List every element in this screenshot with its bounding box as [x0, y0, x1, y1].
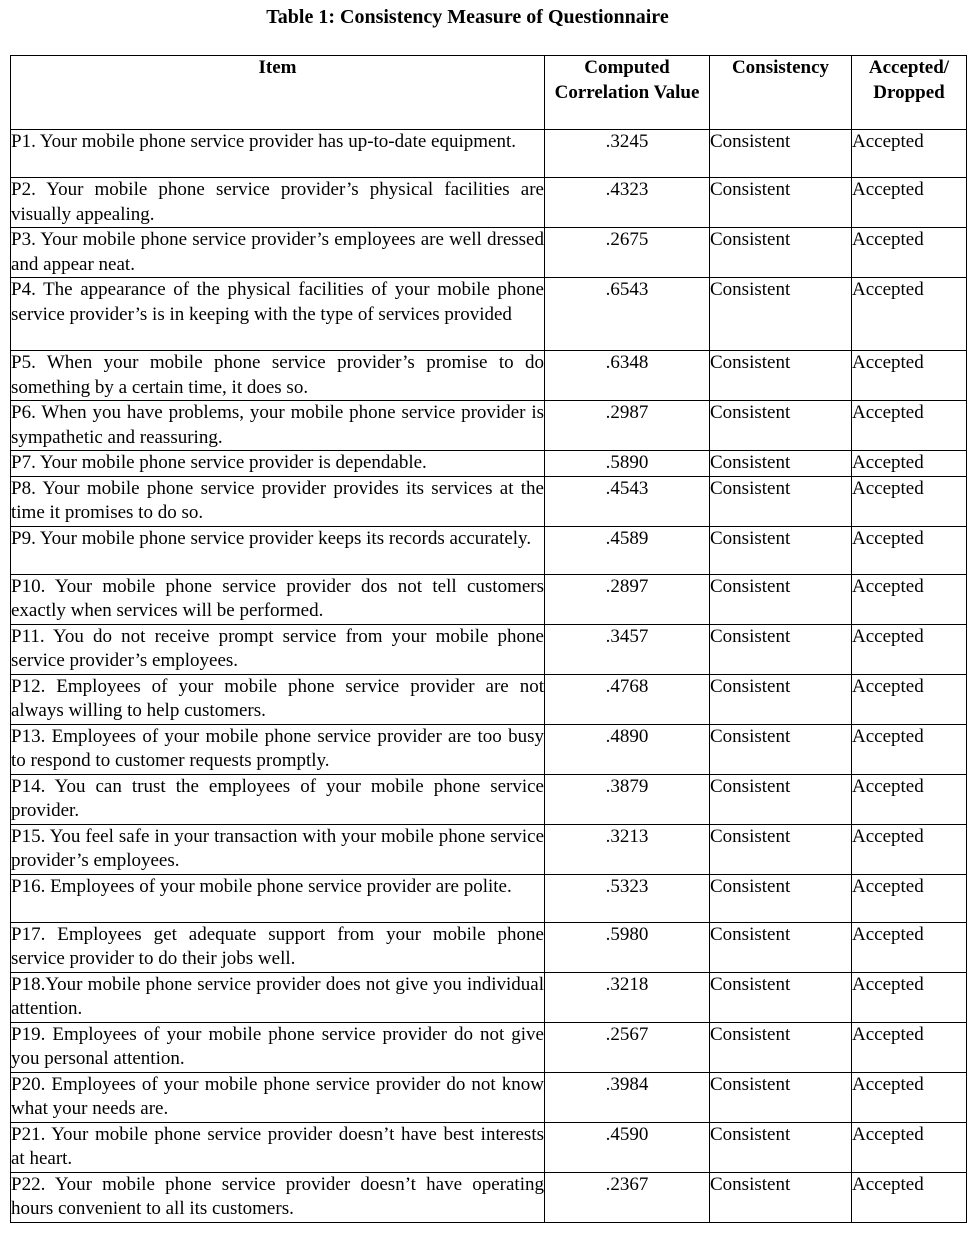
row-consistency: Consistent: [710, 1022, 852, 1072]
row-item-text: P1. Your mobile phone service provider has up-to-date equipment.: [11, 130, 545, 178]
row-consistency: Consistent: [710, 874, 852, 922]
table-row: [11, 1172, 967, 1222]
row-correlation-value: .4589: [545, 526, 710, 574]
row-status: Accepted: [852, 674, 967, 724]
row-consistency: Consistent: [710, 278, 852, 351]
row-item-text: P14. You can trust the employees of your mobile phone service provider.: [11, 774, 545, 824]
row-consistency: Consistent: [710, 724, 852, 774]
row-status: Accepted: [852, 574, 967, 624]
row-correlation-value: .6348: [545, 351, 710, 401]
row-item-text: P10. Your mobile phone service provider dos not tell customers exactly when services will be performed.: [11, 574, 545, 624]
row-correlation-value: .3457: [545, 624, 710, 674]
table-row: [11, 178, 967, 228]
row-consistency: Consistent: [710, 624, 852, 674]
row-item-text: P20. Employees of your mobile phone service provider do not know what your needs are.: [11, 1072, 545, 1122]
row-correlation-value: .5980: [545, 922, 710, 972]
row-correlation-value: .6543: [545, 278, 710, 351]
row-correlation-value: .4890: [545, 724, 710, 774]
row-consistency: Consistent: [710, 1072, 852, 1122]
row-item-text: P22. Your mobile phone service provider doesn’t have operating hours convenient to all its customers.: [11, 1172, 545, 1222]
row-consistency: Consistent: [710, 574, 852, 624]
row-item-text: P8. Your mobile phone service provider provides its services at the time it promises to do so.: [11, 476, 545, 526]
table-row: [11, 1122, 967, 1172]
row-status: Accepted: [852, 278, 967, 351]
row-correlation-value: .2567: [545, 1022, 710, 1072]
table-row: [11, 476, 967, 526]
row-correlation-value: .4768: [545, 674, 710, 724]
row-correlation-value: .5890: [545, 451, 710, 477]
row-correlation-value: .2675: [545, 228, 710, 278]
header-item: Item: [11, 56, 545, 130]
row-correlation-value: .3984: [545, 1072, 710, 1122]
header-consistency: Consistency: [710, 56, 852, 130]
table-row: [11, 526, 967, 574]
row-status: Accepted: [852, 451, 967, 477]
table-row: [11, 724, 967, 774]
table-row: [11, 774, 967, 824]
table-row: [11, 922, 967, 972]
row-correlation-value: .3213: [545, 824, 710, 874]
row-item-text: P4. The appearance of the physical facilities of your mobile phone service provider’s is in keeping with the type of services provided: [11, 278, 545, 351]
row-item-text: P18.Your mobile phone service provider does not give you individual attention.: [11, 972, 545, 1022]
row-status: Accepted: [852, 526, 967, 574]
table-row: [11, 278, 967, 351]
table-row: [11, 1022, 967, 1072]
row-consistency: Consistent: [710, 401, 852, 451]
row-status: Accepted: [852, 774, 967, 824]
table-row: [11, 351, 967, 401]
table-row: [11, 674, 967, 724]
row-status: Accepted: [852, 1172, 967, 1222]
row-correlation-value: .4323: [545, 178, 710, 228]
row-status: Accepted: [852, 178, 967, 228]
row-consistency: Consistent: [710, 130, 852, 178]
row-status: Accepted: [852, 228, 967, 278]
row-item-text: P3. Your mobile phone service provider’s employees are well dressed and appear neat.: [11, 228, 545, 278]
table-row: [11, 228, 967, 278]
consistency-table: [10, 55, 967, 1223]
table-row: [11, 972, 967, 1022]
row-consistency: Consistent: [710, 228, 852, 278]
row-consistency: Consistent: [710, 1172, 852, 1222]
row-consistency: Consistent: [710, 1122, 852, 1172]
table-row: [11, 130, 967, 178]
row-item-text: P13. Employees of your mobile phone service provider are too busy to respond to customer requests promptly.: [11, 724, 545, 774]
row-consistency: Consistent: [710, 351, 852, 401]
row-item-text: P7. Your mobile phone service provider is dependable.: [11, 451, 545, 477]
row-status: Accepted: [852, 824, 967, 874]
row-status: Accepted: [852, 1022, 967, 1072]
row-consistency: Consistent: [710, 451, 852, 477]
row-consistency: Consistent: [710, 526, 852, 574]
row-item-text: P15. You feel safe in your transaction with your mobile phone service provider’s employees.: [11, 824, 545, 874]
table-row: [11, 574, 967, 624]
table-row: [11, 401, 967, 451]
row-correlation-value: .4590: [545, 1122, 710, 1172]
row-correlation-value: .2367: [545, 1172, 710, 1222]
row-status: Accepted: [852, 351, 967, 401]
row-correlation-value: .2897: [545, 574, 710, 624]
table-row: [11, 451, 967, 477]
row-status: Accepted: [852, 874, 967, 922]
header-accepted-dropped: Accepted/ Dropped: [852, 56, 967, 130]
row-correlation-value: .3245: [545, 130, 710, 178]
row-status: Accepted: [852, 624, 967, 674]
row-status: Accepted: [852, 922, 967, 972]
row-item-text: P16. Employees of your mobile phone service provider are polite.: [11, 874, 545, 922]
row-status: Accepted: [852, 1122, 967, 1172]
table-row: [11, 874, 967, 922]
table-row: [11, 1072, 967, 1122]
table-row: [11, 624, 967, 674]
row-status: Accepted: [852, 972, 967, 1022]
row-correlation-value: .2987: [545, 401, 710, 451]
row-item-text: P6. When you have problems, your mobile phone service provider is sympathetic and reassuring.: [11, 401, 545, 451]
row-consistency: Consistent: [710, 922, 852, 972]
row-consistency: Consistent: [710, 824, 852, 874]
row-item-text: P17. Employees get adequate support from your mobile phone service provider to do their jobs well.: [11, 922, 545, 972]
row-consistency: Consistent: [710, 476, 852, 526]
row-item-text: P9. Your mobile phone service provider keeps its records accurately.: [11, 526, 545, 574]
row-status: Accepted: [852, 130, 967, 178]
header-correlation-value: Computed Correlation Value: [545, 56, 710, 130]
row-item-text: P2. Your mobile phone service provider’s physical facilities are visually appealing.: [11, 178, 545, 228]
row-status: Accepted: [852, 401, 967, 451]
row-status: Accepted: [852, 1072, 967, 1122]
row-consistency: Consistent: [710, 972, 852, 1022]
row-item-text: P19. Employees of your mobile phone service provider do not give you personal attention.: [11, 1022, 545, 1072]
row-item-text: P5. When your mobile phone service provider’s promise to do something by a certain time, it does so.: [11, 351, 545, 401]
row-consistency: Consistent: [710, 774, 852, 824]
row-consistency: Consistent: [710, 674, 852, 724]
row-status: Accepted: [852, 476, 967, 526]
table-caption: Table 1: Consistency Measure of Questionnaire: [266, 6, 669, 28]
row-correlation-value: .3218: [545, 972, 710, 1022]
row-correlation-value: .3879: [545, 774, 710, 824]
row-item-text: P12. Employees of your mobile phone service provider are not always willing to help customers.: [11, 674, 545, 724]
row-item-text: P11. You do not receive prompt service from your mobile phone service provider’s employees.: [11, 624, 545, 674]
row-correlation-value: .4543: [545, 476, 710, 526]
row-status: Accepted: [852, 724, 967, 774]
row-item-text: P21. Your mobile phone service provider doesn’t have best interests at heart.: [11, 1122, 545, 1172]
table-row: [11, 824, 967, 874]
row-consistency: Consistent: [710, 178, 852, 228]
row-correlation-value: .5323: [545, 874, 710, 922]
